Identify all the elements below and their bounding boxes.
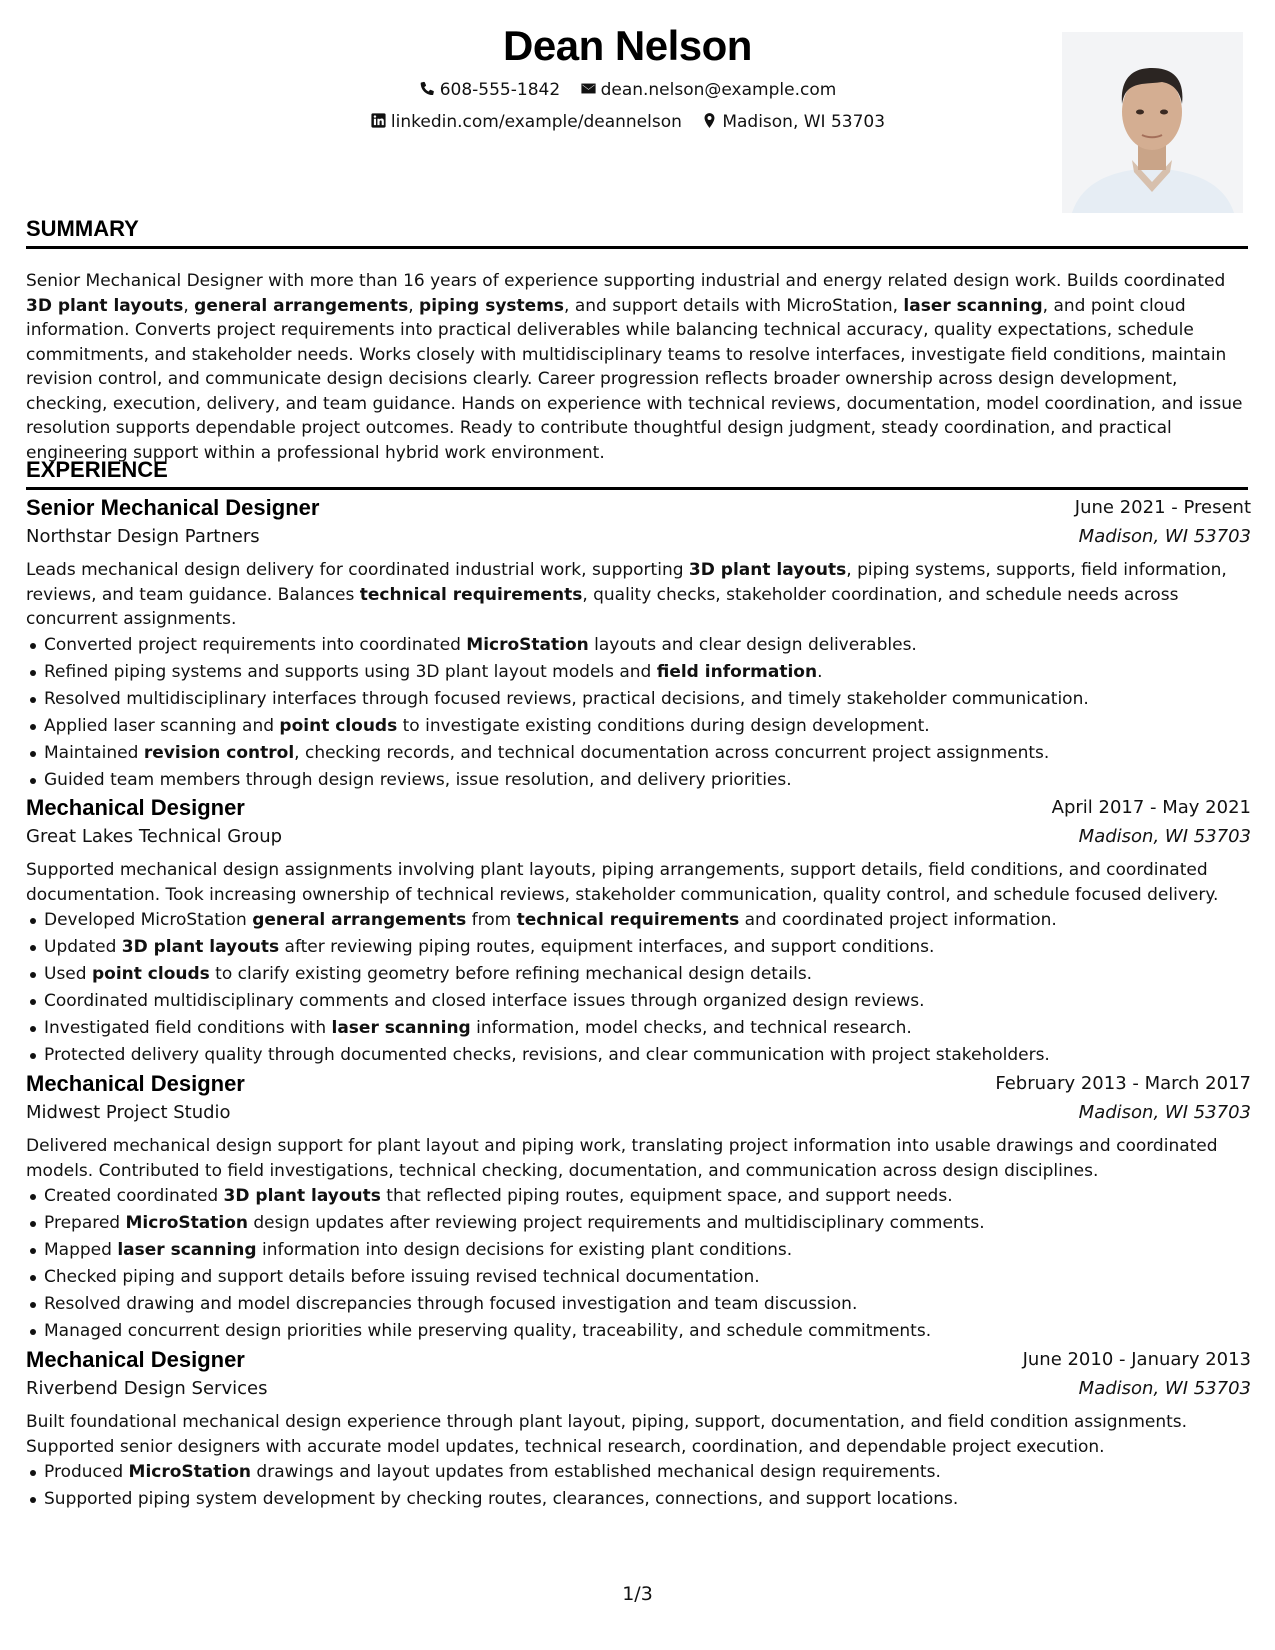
bullet-item [26,1264,1251,1291]
text-segment: layouts and clear design deliverables. [588,634,917,655]
text-segment: Senior Mechanical Designer with more than 16 years of experience supporting industrial and energy related design work. Builds coordinated [26,271,1226,291]
bullet-list [26,1459,1251,1513]
text-segment: , checking records, and technical documentation across concurrent project assignments. [294,742,1050,763]
candidate-name: Dean Nelson [503,22,752,69]
text-segment: Guided team members through design reviews, issue resolution, and delivery priorities. [44,769,792,790]
text-segment: Coordinated multidisciplinary comments and closed interface issues through organized design reviews. [44,991,925,1011]
bold-keyword: laser scanning [331,1018,471,1038]
job-location: Madison, WI 53703 [1078,826,1251,847]
text-segment: Maintained [44,742,144,763]
location-contact [701,112,885,132]
linkedin-contact [370,112,682,132]
job-description [26,558,1251,632]
text-segment: , [408,295,420,316]
job-entry [26,795,1251,1069]
bullet-item [26,1210,1251,1237]
page-number: 1/3 [622,1583,653,1605]
bold-keyword: field information [656,661,818,682]
bullet-item [26,988,1251,1015]
job-description [26,858,1251,907]
job-title: Mechanical Designer [26,1071,245,1096]
phone-icon [419,80,436,97]
job-dates: April 2017 - May 2021 [1051,797,1251,818]
bold-keyword: revision control [143,742,295,763]
bullet-item [26,1042,1251,1069]
envelope-icon [580,80,597,97]
bullet-item [26,686,1251,713]
text-segment: and coordinated project information. [739,910,1057,930]
job-description [26,1410,1251,1459]
bold-keyword: laser scanning [117,1240,257,1260]
bold-keyword: 3D plant layouts [121,937,280,957]
summary-heading: SUMMARY [26,216,1248,249]
job-description [26,1134,1251,1183]
text-segment: Checked piping and support details before issuing revised technical documentation. [44,1267,760,1287]
bullet-item [26,1318,1251,1345]
job-dates: February 2013 - March 2017 [995,1073,1251,1094]
job-entry [26,1071,1251,1345]
bullet-item [26,1237,1251,1264]
text-segment: Leads mechanical design delivery for coordinated industrial work, supporting [26,560,689,580]
bold-keyword: general arrangements [194,295,409,316]
bold-keyword: point clouds [91,964,210,984]
job-title: Senior Mechanical Designer [26,495,320,520]
text-segment: information into design decisions for existing plant conditions. [256,1240,793,1260]
text-segment: to clarify existing geometry before refining mechanical design details. [209,964,813,984]
linkedin-text[interactable]: linkedin.com/example/deannelson [390,112,682,132]
bullet-item [26,1486,1251,1513]
job-header [26,1347,1251,1378]
map-pin-icon [701,112,718,129]
bullet-item [26,1459,1251,1486]
bold-keyword: MicroStation [125,1213,248,1233]
profile-photo [1062,32,1243,213]
job-subheader [26,826,1251,858]
job-entry [26,495,1251,794]
job-title: Mechanical Designer [26,1347,245,1372]
email-contact [580,80,837,100]
bold-keyword: MicroStation [128,1462,252,1482]
job-location: Madison, WI 53703 [1078,1102,1251,1123]
text-segment: Prepared [44,1213,126,1233]
text-segment: Mapped [44,1240,118,1260]
bold-keyword: piping systems [419,295,565,316]
bullet-item [26,659,1251,686]
text-segment: Managed concurrent design priorities while preserving quality, traceability, and schedule commitments. [44,1321,932,1341]
bold-keyword: 3D plant layouts [223,1186,381,1206]
job-subheader [26,1378,1251,1410]
text-segment: , quality checks, stakeholder coordination, and schedule needs across concurrent assignments. [26,584,1179,629]
bold-keyword: general arrangements [252,910,467,930]
experience-heading: EXPERIENCE [26,457,1248,490]
text-segment: after reviewing piping routes, equipment interfaces, and support conditions. [279,937,935,957]
text-segment: Updated [44,937,122,957]
job-location: Madison, WI 53703 [1078,1378,1251,1399]
text-segment: Used [44,964,92,984]
text-segment: information, model checks, and technical research. [470,1018,912,1038]
bullet-item [26,1015,1251,1042]
text-segment: Refined piping systems and supports using 3D plant layout models and [44,661,657,682]
company-name: Midwest Project Studio [26,1102,231,1123]
bullet-item [26,713,1251,740]
text-segment: , piping systems, supports, field information, reviews, and team guidance. Balances [26,560,1227,605]
bold-keyword: 3D plant layouts [688,560,847,580]
bullet-item [26,1183,1251,1210]
text-segment: design updates after reviewing project requirements and multidisciplinary comments. [247,1213,985,1233]
email-text[interactable]: dean.nelson@example.com [600,80,837,100]
text-segment: Applied laser scanning and [44,715,280,736]
job-subheader [26,1102,1251,1134]
text-segment: from [466,910,517,930]
text-segment: Built foundational mechanical design experience through plant layout, piping, support, documentation, and field condition assignments. Supported senior designers with accurate model updates, technical research, coordination, and dependable project execution. [26,1412,1188,1457]
bullet-item [26,907,1251,934]
bullet-item [26,740,1251,767]
text-segment: Resolved drawing and model discrepancies through focused investigation and team discussion. [44,1294,858,1314]
bold-keyword: MicroStation [466,634,589,655]
bold-keyword: point clouds [279,715,398,736]
bullet-item [26,767,1251,794]
text-segment: that reflected piping routes, equipment space, and support needs. [380,1186,953,1206]
bold-keyword: 3D plant layouts [26,295,184,316]
bold-keyword: technical requirements [359,584,583,605]
text-segment: Converted project requirements into coordinated [44,634,467,655]
job-dates: June 2010 - January 2013 [1022,1349,1251,1370]
text-segment: Investigated field conditions with [44,1018,332,1038]
text-segment: drawings and layout updates from established mechanical design requirements. [251,1462,941,1482]
text-segment: . [817,661,823,682]
text-segment: Developed MicroStation [44,910,253,930]
text-segment: , and point cloud information. Converts project requirements into practical deliverables while balancing technical accuracy, quality expectations, schedule commitments, and stakeholder needs. Works closely with multidisciplinary teams to resolve interfaces, investigate field conditions, maintain revision control, and communicate design decisions clearly. Career progression reflects broader ownership across design development, checking, execution, delivery, and team guidance. Hands on experience with technical reviews, documentation, model coordination, and issue resolution supports dependable project outcomes. Ready to contribute thoughtful design judgment, steady coordination, and practical engineering support within a professional hybrid work environment. [26,295,1243,463]
bullet-item [26,632,1251,659]
company-name: Riverbend Design Services [26,1378,268,1399]
text-segment: , [183,295,195,316]
job-header [26,795,1251,826]
bullet-list [26,907,1251,1069]
bullet-item [26,934,1251,961]
bullet-item [26,961,1251,988]
job-entry [26,1347,1251,1513]
job-subheader [26,526,1251,558]
text-segment: Resolved multidisciplinary interfaces through focused reviews, practical decisions, and timely stakeholder communication. [44,688,1089,709]
job-header [26,495,1251,526]
phone-text[interactable]: 608-555-1842 [439,80,561,100]
company-name: Northstar Design Partners [26,526,260,547]
bullet-list [26,1183,1251,1345]
location-text: Madison, WI 53703 [722,112,886,132]
company-name: Great Lakes Technical Group [26,826,283,847]
job-title: Mechanical Designer [26,795,245,820]
text-segment: Delivered mechanical design support for plant layout and piping work, translating project information into usable drawings and coordinated models. Contributed to field investigations, technical checking, documentation, and communication across design disciplines. [26,1136,1218,1181]
bullet-item [26,1291,1251,1318]
bold-keyword: technical requirements [516,910,740,930]
job-dates: June 2021 - Present [1074,497,1251,518]
text-segment: to investigate existing conditions during design development. [397,715,930,736]
bold-keyword: laser scanning [903,295,1043,316]
text-segment: Created coordinated [44,1186,224,1206]
job-location: Madison, WI 53703 [1078,526,1251,547]
text-segment: , and support details with MicroStation, [564,295,904,316]
bullet-list [26,632,1251,794]
text-segment: Supported mechanical design assignments involving plant layouts, piping arrangements, support details, field conditions, and coordinated documentation. Took increasing ownership of technical reviews, stakeholder communication, quality control, and schedule focused delivery. [26,860,1219,905]
phone-contact [419,80,560,100]
job-header [26,1071,1251,1102]
linkedin-icon [370,112,387,129]
text-segment: Supported piping system development by checking routes, clearances, connections, and support locations. [44,1489,959,1509]
summary-text [26,269,1251,465]
text-segment: Produced [44,1462,129,1482]
text-segment: Protected delivery quality through documented checks, revisions, and clear communication with project stakeholders. [44,1045,1050,1065]
